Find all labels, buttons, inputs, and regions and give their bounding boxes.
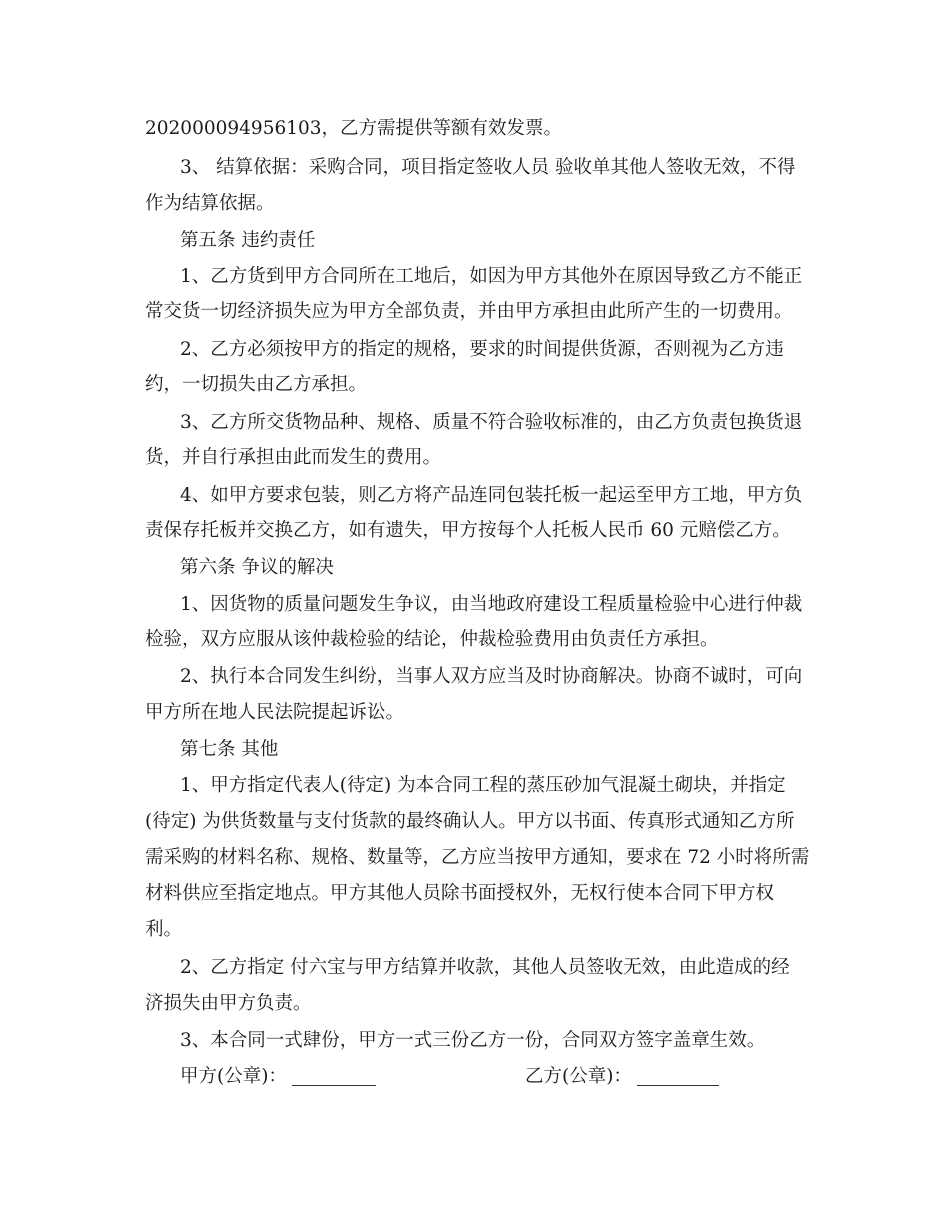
text-line: 利。 [145,919,183,940]
section-heading: 第七条 其他 [180,739,279,760]
text-line: 材料供应至指定地点。甲方其他人员除书面授权外，无权行使本合同下甲方权 [145,883,775,904]
party-b-seal-blank[interactable] [637,1085,719,1086]
party-a-seal-label: 甲方(公章)： [180,1066,287,1087]
text-line: 约，一切损失由乙方承担。 [145,374,368,395]
party-a-seal-blank[interactable] [292,1085,376,1086]
text-line: 2、乙方指定 付六宝与甲方结算并收款，其他人员签收无效，由此造成的经 [180,957,790,978]
text-line: 2、执行本合同发生纠纷，当事人双方应当及时协商解决。协商不诚时，可向 [180,666,803,687]
text-line: 2、乙方必须按甲方的指定的规格，要求的时间提供货源，否则视为乙方违 [180,339,784,360]
text-line: 货，并自行承担由此而发生的费用。 [145,447,442,468]
text-line: 甲方所在地人民法院提起诉讼。 [145,702,405,723]
text-line: 1、甲方指定代表人(待定) 为本合同工程的蒸压砂加气混凝土砌块，并指定 [180,775,786,796]
text-line: 检验，双方应服从该仲裁检验的结论，仲裁检验费用由负责任方承担。 [145,629,719,650]
party-b-seal-label: 乙方(公章)： [525,1066,632,1087]
text-line: 1、因货物的质量问题发生争议，由当地政府建设工程质量检验中心进行仲裁 [180,594,803,615]
text-line: (待定) 为供货数量与支付货款的最终确认人。甲方以书面、传真形式通知乙方所 [145,811,795,832]
text-line: 作为结算依据。 [145,193,275,214]
text-line: 责保存托板并交换乙方，如有遗失，甲方按每个人托板人民币 60 元赔偿乙方。 [145,520,791,541]
text-line: 3、乙方所交货物品种、规格、质量不符合验收标准的，由乙方负责包换货退 [180,412,803,433]
text-line: 常交货一切经济损失应为甲方全部负责，并由甲方承担由此所产生的一切费用。 [145,301,793,322]
text-line: 需采购的材料名称、规格、数量等，乙方应当按甲方通知，要求在 72 小时将所需 [145,847,810,868]
section-heading: 第五条 违约责任 [180,230,316,251]
text-line: 3、 结算依据：采购合同，项目指定签收人员 验收单其他人签收无效，不得 [180,157,796,178]
text-line: 1、乙方货到甲方合同所在工地后，如因为甲方其他外在原因导致乙方不能正 [180,266,803,287]
text-line: 202000094956103，乙方需提供等额有效发票。 [145,118,563,139]
text-line: 4、如甲方要求包装，则乙方将产品连同包装托板一起运至甲方工地，甲方负 [180,485,803,506]
text-line: 3、本合同一式肆份，甲方一式三份乙方一份，合同双方签字盖章生效。 [180,1030,766,1051]
section-heading: 第六条 争议的解决 [180,557,334,578]
text-line: 济损失由甲方负责。 [145,993,312,1014]
